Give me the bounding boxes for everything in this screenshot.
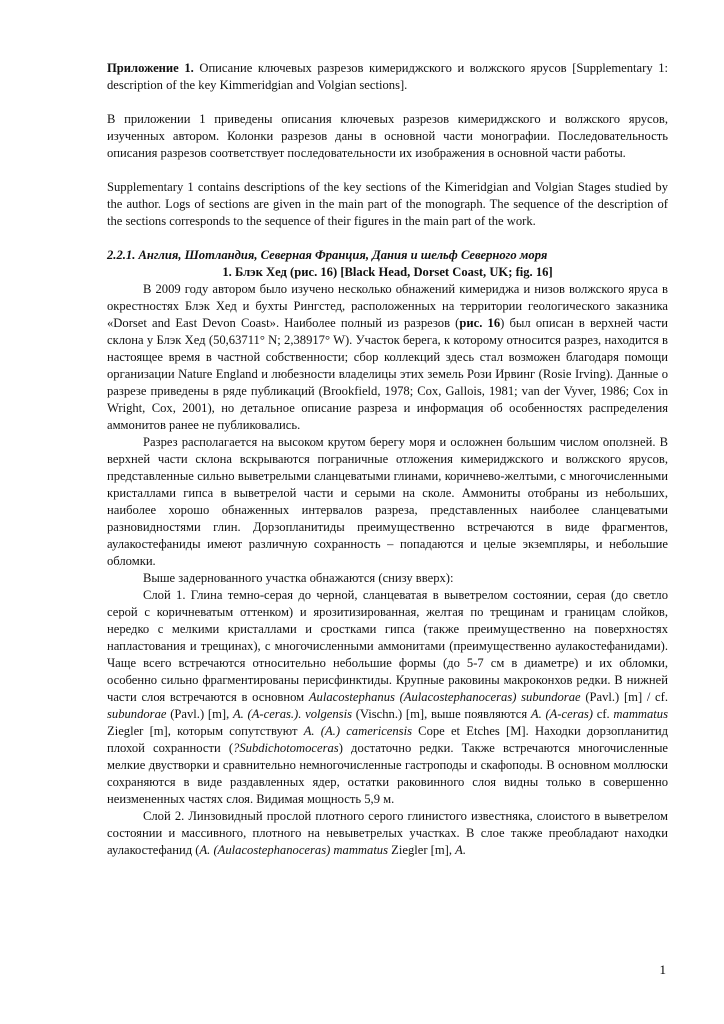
layer-1-text: Cope et Etches [M]. Находки дорзопланитид плохой сохранности ( — [107, 724, 668, 755]
taxon-name: A. (A-ceras) — [530, 707, 594, 721]
document-header — [107, 60, 668, 94]
layer-1-text: Слой 1. Глина темно-серая до черной, сланцеватая в выветрелом состоянии, серая (до светло серой с коричневатым оттенком) и ярозитизированная, желтая по трещинам и границам слойков, нередко с мелкими кристаллами и сростками гипса (также преимущественно на поверхностях напластования и трещинах), с многочисленными аммонитами (преимущественно аулакостефанидами). Чаще всего встречаются относительно небольшие формы (до 5-7 см в диаметре) и их обломки, особенно сильно фрагментированы перисфинктиды. Крупные раковины макроконхов редки. В нижней части слоя встречаются в основном — [107, 588, 668, 704]
intro-russian: В приложении 1 приведены описания ключевых разрезов кимериджского и волжского ярусов, изученных автором. Колонки разрезов даны в основной части монографии. Последовательность описания разрезов соответствует последовательности их изображения в основной части работы. — [107, 112, 668, 160]
paragraph-2: Разрез располагается на высоком крутом берегу моря и осложнен большим числом оползней. В верхней части склона вскрываются пограничные отложения кимериджского и волжского ярусов, представленные сильно выветрелыми сланцеватыми глинами, коричнево-желтыми, с многочисленными кристаллами гипса в выветрелой части и серыми на сколе. Аммониты отобраны из небольших, наиболее хорошо обнаженных интервалов разреза, представленных наиболее сланцеватыми разновидностями глин. Дорзопланитиды преимущественно встречаются в виде фрагментов, аулакостефаниды имеют различную сохранность – попадаются и целые экземпляры, и небольшие обломки. — [107, 435, 668, 568]
layer-1-description — [107, 587, 668, 808]
taxon-name: ?Subdichotomoceras — [233, 741, 339, 755]
taxon-name: subundorae — [107, 707, 167, 721]
layer-2-text: Ziegler [m], — [388, 843, 456, 857]
taxon-name: A. (A.) camericensis — [303, 724, 412, 738]
layer-1-text: (Vischn.) [m], выше появляются — [351, 707, 531, 721]
taxon-name: A. (Aulacostephanoceras) mammatus — [199, 843, 389, 857]
page-number: 1 — [659, 962, 666, 977]
taxon-name: A. (A-ceras.). volgensis — [232, 707, 352, 721]
figure-reference: рис. 16 — [459, 316, 501, 330]
taxon-name: mammatus — [613, 707, 668, 721]
layer-1-text: (Pavl.) [m], — [166, 707, 233, 721]
header-label: Приложение 1. — [107, 61, 194, 75]
paragraph-1-text-b: ) был описан в верхней части склона у Блэк Хед (50,63711° N; 2,38917° W). Участок берега, к которому относится разрез, находится в настоящее время в частной собственности; сбор коллекций здесь стал возможен благодаря помощи организации Nature England и любезности владелицы этих земель Рози Ирвинг (Rosie Irving). Данные о разрезе приведены в ряде публикаций (Brookfield, 1978; Cox, Gallois, 1981; van der Vyver, 1986; Cox in Wright, Cox, 2001), но детальное описание разреза и информация об особенностях распределения аммонитов ранее не публиковались. — [107, 316, 668, 432]
layer-2-description — [107, 808, 668, 859]
layer-1-text: ) достаточно редки. Также встречаются многочисленные мелкие двустворки и сравнительно немногочисленные гастроподы и скафоподы. В основном моллюски сохраняются в виде раздавленных ядер, остатки раковинного слоя видны только в совершенно неизмененных частях слоя. Видимая мощность 5,9 м. — [107, 741, 668, 806]
layer-1-text: (Pavl.) [m] / cf. — [580, 690, 668, 704]
paragraph-1 — [107, 281, 668, 434]
layer-1-text: Ziegler [m], которым сопутствуют — [107, 724, 304, 738]
layer-2-text: Слой 2. Линзовидный прослой плотного серого глинистого известняка, слоистого в выветрелом состоянии и массивного, плотного на невыветрелых участках. В слое также преобладают находки аулакостефанид ( — [107, 809, 668, 857]
section-heading: 2.2.1. Англия, Шотландия, Северная Франция, Дания и шельф Северного моря — [107, 248, 548, 262]
paragraph-3: Выше задернованного участка обнажаются (снизу вверх): — [143, 571, 454, 585]
layer-1-text: cf. — [593, 707, 614, 721]
subsection-heading: 1. Блэк Хед (рис. 16) [Black Head, Dorset Coast, UK; fig. 16] — [222, 265, 553, 279]
intro-english: Supplementary 1 contains descriptions of the key sections of the Kimeridgian and Volgian Stages studied by the author. Logs of sections are given in the main part of the monograph. The sequence of the description of the sections corresponds to the sequence of their figures in the main part of the work. — [107, 180, 668, 228]
paragraph-1-text-a: В 2009 году автором было изучено несколько обнажений кимериджа и низов волжского яруса в окрестностях Блэк Хед и бухты Рингстед, расположенных на территории геологического заказника «Dorset and East Devon Coast». Наиболее полный из разрезов ( — [107, 282, 668, 330]
taxon-name: Aulacostephanus (Aulacostephanoceras) subundorae — [308, 690, 581, 704]
header-text: Описание ключевых разрезов кимериджского и волжского ярусов [Supplementary 1: description of the key Kimmeridgian and Volgian sections]. — [107, 61, 668, 92]
taxon-name: A. — [455, 843, 466, 857]
